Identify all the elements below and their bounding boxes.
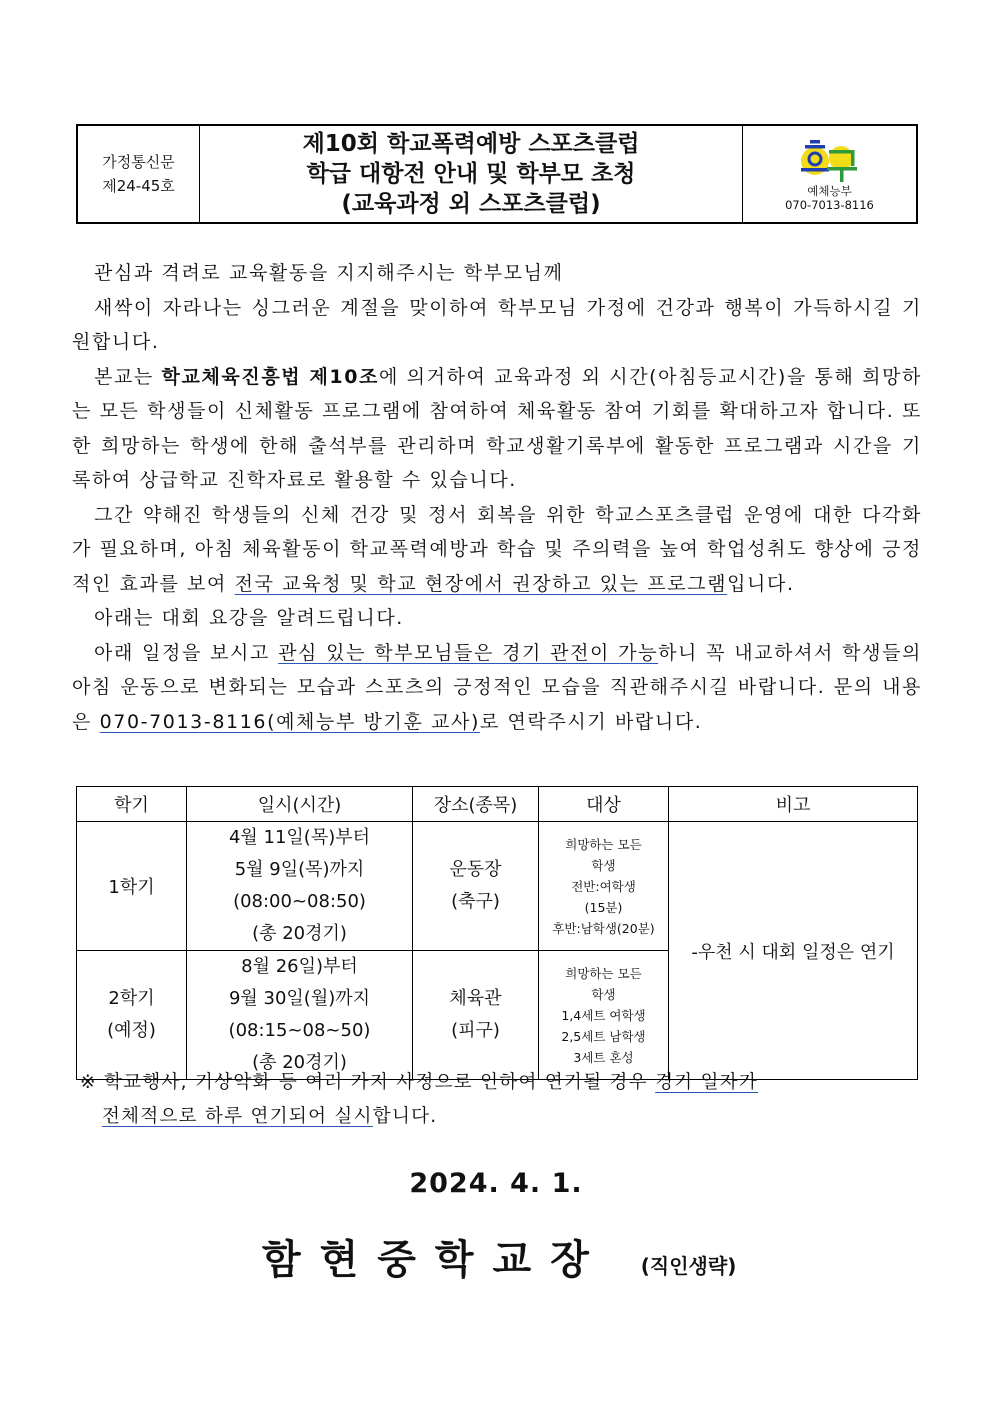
principal-signature: 함현중학교장 [262, 1237, 608, 1283]
date-line: (08:15~08~50) [228, 1020, 371, 1041]
date-line: 5월 9일(목)까지 [234, 859, 365, 880]
document-title [200, 126, 743, 222]
seal-omitted: (직인생략) [640, 1254, 737, 1278]
place-line: 운동장 [449, 859, 502, 880]
school-logo-icon [795, 136, 865, 184]
title-line-1: 제10회 학교폭력예방 스포츠클럽 [302, 131, 640, 157]
footnote-text-b: 합니다. [372, 1106, 438, 1127]
title-line-2: 학급 대항전 안내 및 학부모 초청 [306, 161, 636, 187]
signature-line [262, 1228, 736, 1285]
p2-text-a: 본교는 [94, 365, 162, 388]
place-line: 체육관 [449, 988, 502, 1009]
place-cell [413, 951, 539, 1080]
issue-date: 2024. 4. 1. [409, 1168, 583, 1199]
paragraph-3 [72, 498, 922, 602]
letter-body [72, 256, 922, 739]
date-line: (총 20경기) [252, 1052, 347, 1073]
footnote [80, 1066, 910, 1134]
header-place: 장소(종목) [413, 787, 539, 822]
p5-text-c: 로 연락주시기 바랍니다. [479, 710, 703, 733]
title-line-3: (교육과정 외 스포츠클럽) [341, 191, 601, 217]
target-line: 1,4세트 여학생 [561, 1007, 646, 1023]
p3-text-b: 입니다. [727, 572, 795, 595]
footnote-text-a: ※ 학교행사, 기상악화 등 여러 가지 사정으로 인하여 연기될 경우 [80, 1072, 656, 1093]
target-line: 후반:남학생(20분) [552, 920, 655, 936]
footnote-underlined-1: 경기 일자가 [655, 1072, 759, 1093]
date-line: 9월 30일(월)까지 [228, 988, 371, 1009]
term-label: 2학기 [108, 988, 155, 1009]
target-cell [539, 822, 669, 951]
greeting: 관심과 격려로 교육활동을 지지해주시는 학부모님께 [94, 262, 564, 284]
date-line: (08:00~08:50) [233, 891, 366, 912]
dept-name: 예체능부 [807, 184, 852, 198]
paragraph-5 [72, 636, 922, 740]
p5-text-b: 하니 꼭 내교하셔서 학생들의 아침 운동으로 변화되는 모습과 스포츠의 긍정적인 모습을 직관해주시길 바랍니다. 문의 내용은 [72, 641, 922, 733]
term-cell [77, 822, 187, 951]
table-header-row [77, 787, 918, 822]
contact-info: 070-7013-8116(예체능부 방기훈 교사) [99, 710, 480, 733]
target-line: (15분) [584, 899, 623, 915]
target-line: 전반:여학생 [571, 878, 636, 894]
date-line: (총 20경기) [252, 923, 347, 944]
target-line: 희망하는 모든 [565, 836, 642, 852]
table-row [77, 822, 918, 951]
target-line: 3세트 혼성 [573, 1049, 634, 1065]
header-datetime: 일시(시간) [187, 787, 413, 822]
date-line: 4월 11일(목)부터 [228, 827, 371, 848]
dept-phone: 070-7013-8116 [785, 198, 874, 212]
note-text: -우천 시 대회 일정은 연기 [691, 941, 895, 963]
target-line: 학생 [591, 857, 616, 873]
target-line: 학생 [591, 986, 616, 1002]
place-line: (피구) [451, 1020, 500, 1041]
p5-text-a: 아래 일정을 보시고 [94, 641, 279, 664]
place-cell [413, 822, 539, 951]
schedule-table [76, 786, 918, 1080]
date-line: 8월 26일)부터 [241, 956, 358, 977]
target-line: 희망하는 모든 [565, 965, 642, 981]
header-note: 비고 [669, 787, 918, 822]
date-cell [187, 822, 413, 951]
p5-underlined: 관심 있는 학부모님들은 경기 관전이 가능 [278, 641, 659, 664]
place-line: (축구) [451, 891, 500, 912]
footnote-underlined-2: 전체적으로 하루 연기되어 실시 [102, 1106, 373, 1127]
p3-text-a: 그간 약해진 학생들의 신체 건강 및 정서 회복을 위한 학교스포츠클럽 운영에 대한 다각화가 필요하며, 아침 체육활동이 학교폭력예방과 학습 및 주의력을 높여 학업성취도 향상에 긍정적인 효과를 보여 [72, 503, 922, 595]
term-cell [77, 951, 187, 1080]
note-cell [669, 822, 918, 1080]
dept-info [743, 126, 916, 222]
paragraph-2 [72, 360, 922, 498]
paragraph-1: 새싹이 자라나는 싱그러운 계절을 맞이하여 학부모님 가정에 건강과 행복이 가득하시길 기원합니다. [72, 296, 922, 353]
doc-info [78, 126, 200, 222]
target-line: 2,5세트 남학생 [561, 1028, 646, 1044]
doc-type: 가정통신문 [102, 153, 175, 171]
law-reference: 학교체육진흥법 제10조 [161, 365, 380, 388]
term-label: 1학기 [108, 877, 155, 898]
paragraph-4: 아래는 대회 요강을 알려드립니다. [94, 607, 404, 629]
p2-text-b: 에 의거하여 교육과정 외 시간(아침등교시간)을 통해 희망하는 모든 학생들이 신체활동 프로그램에 참여하여 체육활동 참여 기회를 확대하고자 합니다. 또한 희망하는 학생에 한해 출석부를 관리하며 학교생활기록부에 활동한 프로그램과 시간을 기록하여 상급학교 진학자료로 활용할 수 있습니다. [72, 365, 922, 491]
p3-underlined: 전국 교육청 및 학교 현장에서 권장하고 있는 프로그램 [234, 572, 728, 595]
term-sub-label: (예정) [107, 1020, 156, 1041]
header-target: 대상 [539, 787, 669, 822]
header-box [76, 124, 918, 224]
target-cell [539, 951, 669, 1080]
date-cell [187, 951, 413, 1080]
header-term: 학기 [77, 787, 187, 822]
doc-number: 제24-45호 [102, 177, 175, 195]
